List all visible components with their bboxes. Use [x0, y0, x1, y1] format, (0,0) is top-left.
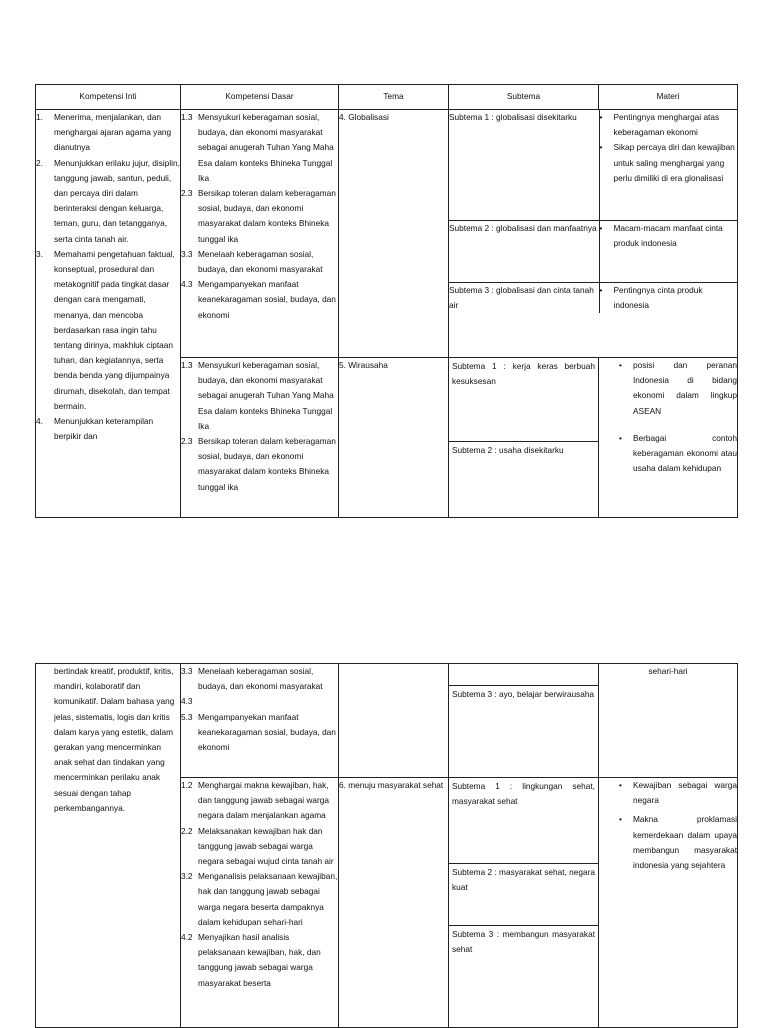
kd-text: Menelaah keberagaman sosial, budaya, dan ekonomi masyarakat	[198, 666, 323, 692]
table-header-row	[36, 85, 738, 110]
bullet-icon: •	[599, 222, 603, 233]
kd-number: 3.2	[181, 871, 193, 882]
subtema-cell	[449, 778, 599, 1028]
ki-item	[36, 664, 180, 816]
subtema-item: Subtema 3 : membangun masyarakat sehat	[452, 929, 595, 955]
kd-text: Bersikap toleran dalam keberagaman sosial, budaya, dan ekonomi masyarakat dalam konteks Bhineka tunggal ika	[198, 188, 336, 244]
kd-number: 4.3	[181, 696, 193, 707]
kd-text: Menghargai makna kewajiban, hak, dan tanggung jawab sebagai warga negara dalam menjalankan agama	[198, 780, 330, 821]
ki-item	[36, 156, 180, 247]
kd-item	[181, 247, 338, 277]
kd-item	[181, 694, 338, 709]
header-tema: Tema	[339, 85, 449, 110]
materi-cell	[599, 778, 738, 1028]
materi-text: posisi dan peranan Indonesia di bidang ekonomi dalam lingkup ASEAN	[633, 360, 737, 416]
subtema-cell	[449, 358, 599, 518]
materi-text: Sikap percaya diri dan kewajiban untuk saling menghargai yang perlu dimiliki di era glonalisasi	[613, 142, 735, 183]
kd-item	[181, 186, 338, 247]
curriculum-table-2	[35, 663, 738, 1028]
bullet-icon: •	[599, 112, 603, 122]
kd-item	[181, 110, 338, 186]
kd-item	[181, 710, 338, 756]
kd-number: 3.3	[181, 666, 193, 676]
ki-text: bertindak kreatif, produktif, kritis, mandiri, kolaboratif dan komunikatif. Dalam bahasa yang jelas, sistematis, logis dan kritis dalam karya yang estetik, dalam gerakan yang mencerminkan anak sehat dan tindakan yang mencerminkan perilaku anak sesuai dengan tahap perkembangannya.	[54, 666, 175, 813]
ki-item	[36, 247, 180, 414]
kd-item	[181, 930, 338, 991]
ki-text: Memahami pengetahuan faktual, konseptual, prosedural dan metakognitif pada tingkat dasar dengan cara mengamati, menanya, dan mencoba berdasarkan rasa ingin tahu tentang dirinya, makhluk ciptaan tuhan, dan kegiatannya, serta benda benda yang dijumpainya dirumah, disekolah, dan tempat bermain.	[54, 248, 175, 411]
materi-cell: sehari-hari	[599, 664, 738, 778]
materi-text: Kewajiban sebagai warga negara	[633, 780, 737, 806]
materi-text: Makna proklamasi kemerdekaan dalam upaya membangun masyarakat indonesia yang sejahtera	[633, 814, 737, 871]
kd-number: 2.2	[181, 825, 193, 836]
bullet-icon: •	[619, 814, 622, 825]
bullet-icon: •	[599, 142, 603, 153]
subtema-item: Subtema 1 : lingkungan sehat, masyarakat sehat	[449, 778, 598, 864]
kd-text: Melaksanakan kewajiban hak dan tanggung jawab sebagai warga negara sebagai wujud cinta tanah air	[198, 825, 334, 867]
kd-text: Mensyukuri keberagaman sosial, budaya, dan ekonomi masyarakat sebagai anugerah Tuhan Yang Maha Esa dalam konteks Bhineka Tunggal Ika	[198, 112, 334, 183]
kd-item	[181, 434, 338, 495]
ki-text: Menunjukkan keterampilan berpikir dan	[54, 416, 154, 442]
subtema-item: Subtema 3 : ayo, belajar berwirausaha	[452, 689, 595, 699]
kd-text: Mensyukuri keberagaman sosial, budaya, dan ekonomi masyarakat sebagai anugerah Tuhan Yang Maha Esa dalam konteks Bhineka Tunggal Ika	[198, 360, 334, 431]
materi-item	[599, 110, 738, 220]
header-materi: Materi	[599, 85, 738, 110]
ki-number: 3.	[36, 248, 43, 259]
kd-item	[181, 778, 338, 824]
subtema-grid	[449, 110, 738, 313]
ki-item	[36, 414, 180, 444]
materi-text: Berbagai contoh keberagaman ekonomi atau usaha dalam kehidupan	[633, 432, 737, 474]
materi-text: Macam-macam manfaat cinta produk indonesia	[613, 222, 723, 248]
kd-item	[181, 664, 338, 694]
ki-number: 2.	[36, 157, 43, 168]
kd-number: 2.3	[181, 188, 193, 199]
kompetensi-inti-cell	[36, 664, 181, 1028]
kompetensi-dasar-cell	[181, 778, 339, 1028]
materi-item	[599, 431, 737, 477]
tema-cell: 5. Wirausaha	[339, 358, 449, 518]
kd-text	[198, 694, 338, 709]
kd-number: 1.3	[181, 112, 193, 122]
bullet-icon: •	[599, 284, 603, 295]
bullet-icon: •	[619, 360, 622, 370]
kd-text: Mengampanyekan manfaat keanekaragaman sosial, budaya, dan ekonomi	[198, 279, 336, 320]
ki-number: 1.	[36, 112, 43, 122]
subtema-item: Subtema 2 : masyarakat sehat, negara kuat	[449, 864, 598, 926]
kd-number: 5.3	[181, 711, 193, 722]
kd-number: 4.2	[181, 932, 193, 943]
bullet-icon: •	[619, 780, 622, 790]
materi-item	[599, 812, 737, 873]
header-kompetensi-inti: Kompetensi Inti	[36, 85, 181, 110]
kd-item	[181, 277, 338, 323]
kd-text: Mengampanyekan manfaat keanekaragaman sosial, budaya, dan ekonomi	[198, 711, 336, 753]
kd-item	[181, 824, 338, 870]
materi-item	[599, 358, 737, 419]
kd-number: 1.2	[181, 780, 193, 790]
header-kompetensi-dasar: Kompetensi Dasar	[181, 85, 339, 110]
materi-text: Pentingnya cinta produk indonesia	[613, 284, 703, 310]
materi-item	[599, 778, 737, 808]
kd-text: Menyajikan hasil analisis pelaksanaan kewajiban, hak, dan tanggung jawab sebagai warga masyarakat beserta	[198, 932, 321, 988]
kompetensi-dasar-cell	[181, 110, 339, 358]
subtema-item: Subtema 3 : globalisasi dan cinta tanah air	[449, 282, 599, 313]
ki-number: 4.	[36, 416, 43, 427]
ki-item	[36, 110, 180, 156]
ki-text: Menunjukkan erilaku jujur, disiplin, tanggung jawab, santun, peduli, dan percaya diri dalam berinteraksi dengan keluarga, teman, guru, dan tetangganya, serta cinta tanah air.	[54, 157, 180, 244]
subtema-item: Subtema 1 : globalisasi disekitarku	[449, 110, 599, 220]
kd-number: 2.3	[181, 436, 193, 447]
kd-text: Bersikap toleran dalam keberagaman sosial, budaya, dan ekonomi masyarakat dalam konteks Bhineka tunggal ika	[198, 436, 336, 492]
kd-number: 1.3	[181, 360, 193, 370]
kd-number: 3.3	[181, 248, 193, 259]
kd-text: Menganalisis pelaksanaan kewajiban, hak dan tanggung jawab sebagai warga negara beserta dampaknya dalam kehidupan sehari-hari	[198, 871, 338, 927]
header-subtema: Subtema	[449, 85, 599, 110]
bullet-icon: •	[619, 432, 622, 443]
subtema-item: Subtema 2 : usaha disekitarku	[452, 445, 564, 455]
materi-item	[599, 282, 738, 313]
materi-text: Pentingnya menghargai atas keberagaman ekonomi	[613, 112, 720, 138]
kd-text: Menelaah keberagaman sosial, budaya, dan ekonomi masyarakat	[198, 248, 323, 275]
curriculum-table-1	[35, 84, 738, 518]
table-row	[36, 110, 738, 358]
table-row	[36, 664, 738, 778]
kompetensi-dasar-cell	[181, 664, 339, 778]
materi-cell	[599, 358, 738, 518]
kd-item	[181, 358, 338, 434]
kd-number: 4.3	[181, 279, 193, 290]
kd-item	[181, 869, 338, 930]
kompetensi-inti-cell	[36, 110, 181, 518]
kompetensi-dasar-cell	[181, 358, 339, 518]
subtema-item: Subtema 1 : kerja keras berbuah kesuksesan	[449, 358, 598, 442]
tema-cell: 6. menuju masyarakat sehat	[339, 778, 449, 1028]
tema-cell	[339, 664, 449, 778]
subtema-item: Subtema 2 : globalisasi dan manfaatnya	[449, 220, 599, 282]
subtema-cell	[449, 664, 599, 778]
subtema-materi-cell	[449, 110, 738, 358]
materi-item	[599, 220, 738, 282]
tema-cell: 4. Globalisasi	[339, 110, 449, 358]
ki-text: Menerima, menjalankan, dan menghargai ajaran agama yang dianutnya	[54, 112, 172, 153]
